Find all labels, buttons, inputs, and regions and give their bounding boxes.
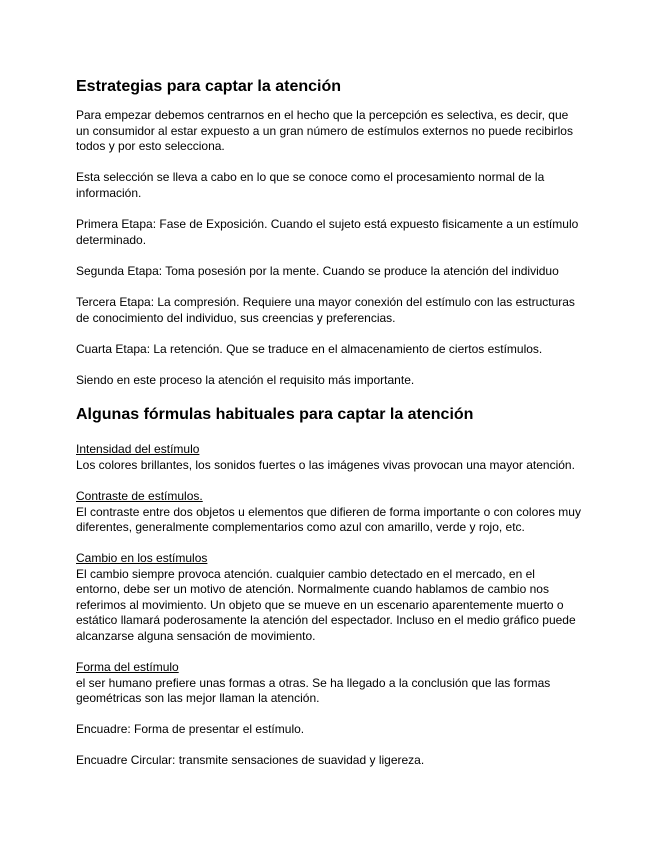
paragraph-selection: Esta selección se lleva a cabo en lo que se conoce como el procesamiento normal de la información.: [76, 170, 545, 200]
item-text-intensity: Los colores brillantes, los sonidos fuertes o las imágenes vivas provocan una mayor atención.: [76, 457, 575, 472]
item-text-shape: el ser humano prefiere unas formas a otras. Se ha llegado a la conclusión que las formas geométricas son las mejor llaman la atención.: [76, 675, 551, 706]
item-text-change: El cambio siempre provoca atención. cualquier cambio detectado en el mercado, en el entorno, debe ser un motivo de atención. Normalmente cuando hablamos de cambio nos referimos al movimiento. Un objeto que se mueve en un escenario aparentemente muerto o estático llamará poderosamente la atención del espectador. Incluso en el medio gráfico puede alcanzarse alguna sensación de movimiento.: [76, 566, 576, 643]
paragraph-intro: Para empezar debemos centrarnos en el hecho que la percepción es selectiva, es decir, que un consumidor al estar expuesto a un gran número de estímulos externos no puede recibirlos todos y por esto selecciona.: [76, 108, 573, 154]
list-item: [76, 660, 581, 707]
item-heading-change: Cambio en los estímulos: [76, 551, 208, 565]
paragraph-circular-framing: Encuadre Circular: transmite sensaciones de suavidad y ligereza.: [76, 753, 425, 767]
item-heading-shape: Forma del estímulo: [76, 660, 179, 674]
item-heading-intensity: Intensidad del estímulo: [76, 442, 200, 456]
paragraph-stage-3: Tercera Etapa: La compresión. Requiere una mayor conexión del estímulo con las estructuras de conocimiento del individuo, sus creencias y preferencias.: [76, 295, 575, 325]
item-text-contrast: El contraste entre dos objetos u elementos que difieren de forma importante o con colores muy diferentes, generalmente complementarios como azul con amarillo, verde y rojo, etc.: [76, 504, 581, 535]
item-heading-contrast: Contraste de estímulos.: [76, 489, 203, 503]
section-title-formulas: Algunas fórmulas habituales para captar la atención: [76, 406, 474, 423]
section-title-strategies: Estrategias para captar la atención: [76, 78, 341, 95]
paragraph-stage-1: Primera Etapa: Fase de Exposición. Cuando el sujeto está expuesto fisicamente a un estímulo determinado.: [76, 217, 579, 247]
paragraph-stage-2: Segunda Etapa: Toma posesión por la mente. Cuando se produce la atención del individuo: [76, 264, 559, 278]
list-item: [76, 489, 581, 536]
list-item: [76, 442, 581, 473]
list-item: [76, 551, 581, 645]
paragraph-framing: Encuadre: Forma de presentar el estímulo.: [76, 722, 305, 736]
paragraph-conclusion: Siendo en este proceso la atención el requisito más importante.: [76, 373, 415, 387]
paragraph-stage-4: Cuarta Etapa: La retención. Que se traduce en el almacenamiento de ciertos estímulos.: [76, 342, 543, 356]
